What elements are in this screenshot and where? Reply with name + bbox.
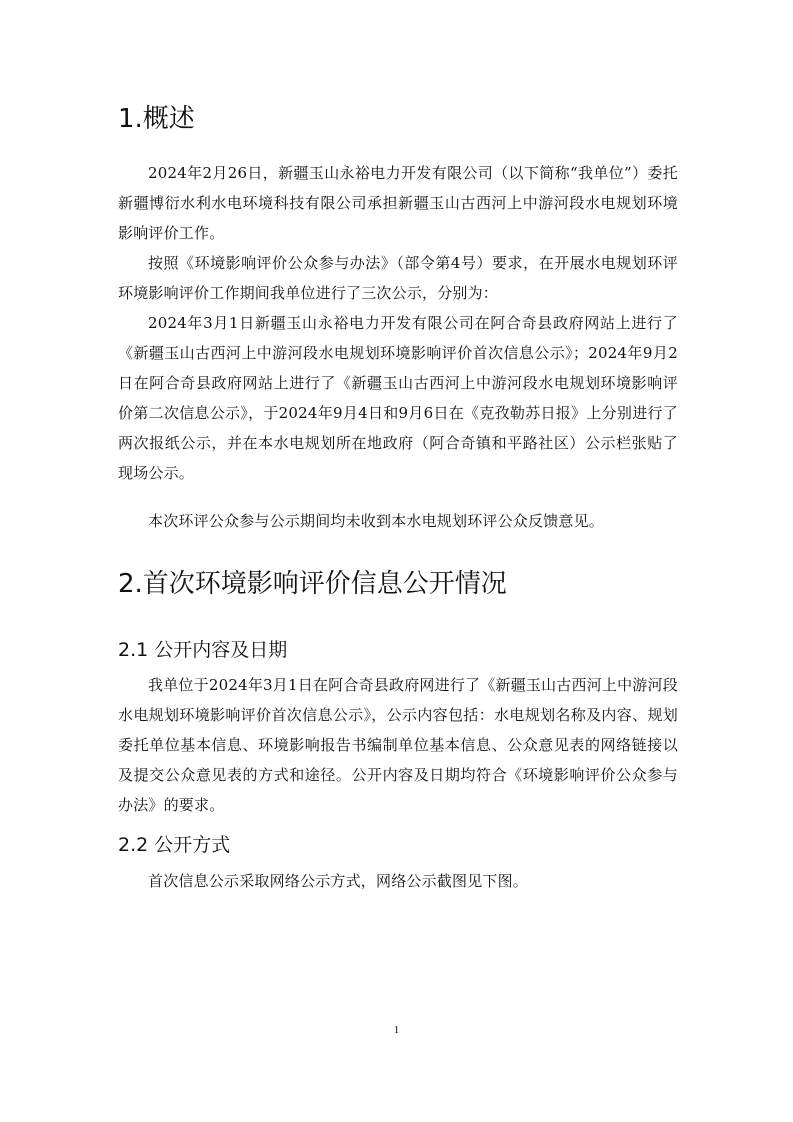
section-2-1-paragraph: 我单位于2024年3月1日在阿合奇县政府网进行了《新疆玉山古西河上中游河段水电规划环境影响评价首次信息公示》，公示内容包括：水电规划名称及内容、规划委托单位基本信息、环境影响报告书编制单位基本信息、公众意见表的网络链接以及提交公众意见表的方式和途径。公开内容及日期均符合《环境影响评价公众参与办法》的要求。 — [118, 676, 678, 814]
section-2-heading: 2.首次环境影响评价信息公开情况 — [118, 569, 507, 599]
section-2-1-heading: 2.1 公开内容及日期 — [118, 639, 288, 661]
section-2-2-paragraph: 首次信息公示采取网络公示方式，网络公示截图见下图。 — [148, 872, 529, 890]
section-1-paragraph-1: 2024年2月26日，新疆玉山永裕电力开发有限公司（以下简称“我单位”）委托新疆博衍水利水电环境科技有限公司承担新疆玉山古西河上中游河段水电规划环境影响评价工作。 — [118, 164, 678, 242]
section-1-paragraph-2: 按照《环境影响评价公众参与办法》（部令第4号）要求，在开展水电规划环评环境影响评价工作期间我单位进行了三次公示，分别为： — [118, 254, 678, 302]
page-number: 1 — [393, 1024, 400, 1036]
section-1-paragraph-4: 本次环评公众参与公示期间均未收到本水电规划环评公众反馈意见。 — [148, 512, 605, 530]
section-2-2-heading: 2.2 公开方式 — [118, 834, 231, 856]
section-1-paragraph-3: 2024年3月1日新疆玉山永裕电力开发有限公司在阿合奇县政府网站上进行了《新疆玉山古西河上中游河段水电规划环境影响评价首次信息公示》；2024年9月2日在阿合奇县政府网站上进行了《新疆玉山古西河上中游河段水电规划环境影响评价第二次信息公示》，于2024年9月4日和9月6日在《克孜勒苏日报》上分别进行了两次报纸公示，并在本水电规划所在地政府（阿合奇镇和平路社区）公示栏张贴了现场公示。 — [118, 314, 678, 482]
section-1-heading: 1.概述 — [118, 104, 195, 134]
